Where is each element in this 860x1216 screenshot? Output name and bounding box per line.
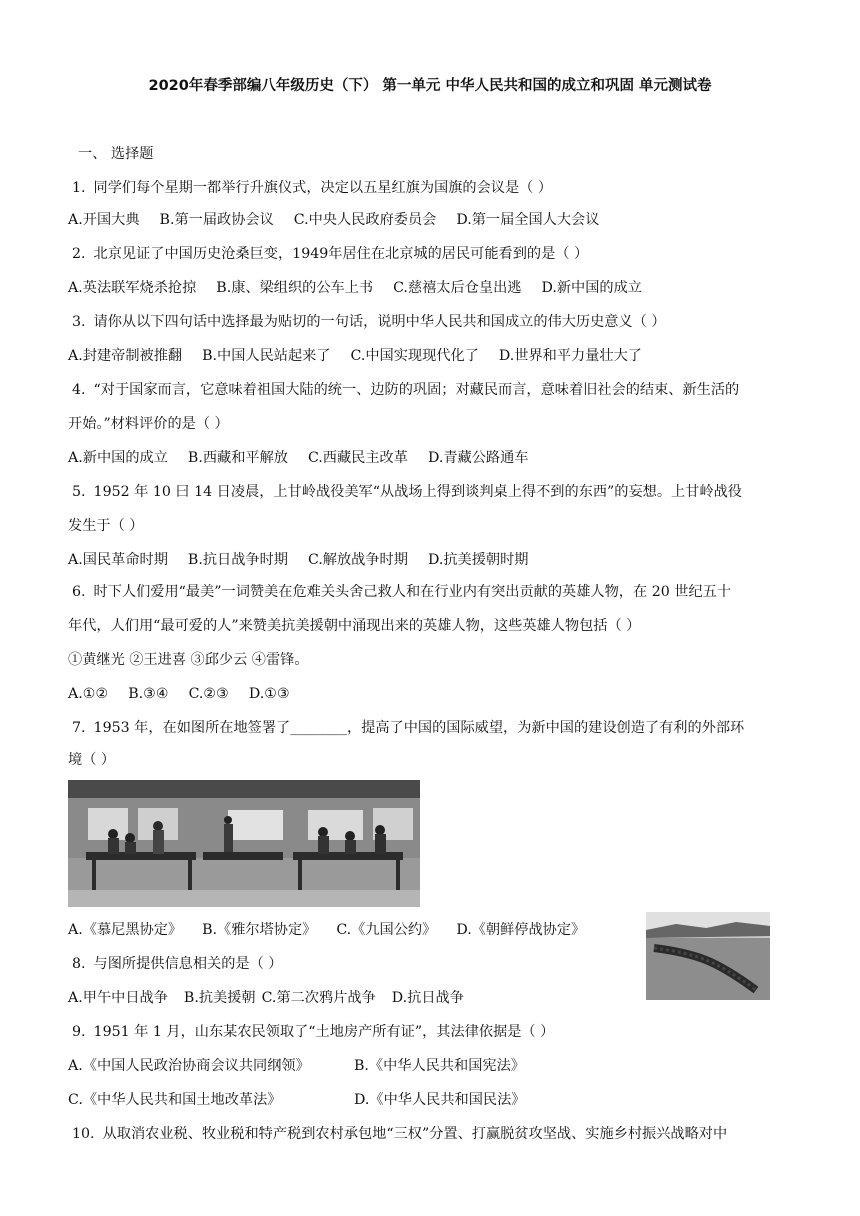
option-c: C.西藏民主改革 (307, 450, 408, 466)
question-9-options-row2 (68, 1090, 798, 1110)
option-b: B.抗美援朝 (183, 990, 256, 1006)
option-c: C.中国实现现代化了 (350, 348, 479, 364)
question-text: 1952 年 10 曰 14 日凌晨，上甘岭战役美军“从战场上得到谈判桌上得不到的东西”的妄想。上甘岭战役 (93, 484, 742, 500)
option-c: C.第二次鸦片战争 (261, 990, 376, 1006)
option-a: A.甲午中日战争 (68, 990, 168, 1006)
question-number: 6. (72, 584, 86, 600)
option-d: D.①③ (248, 686, 290, 702)
question-6-options (68, 684, 798, 704)
option-b: B.《雅尔塔协定》 (202, 922, 317, 938)
option-a: A.封建帝制被推翻 (68, 348, 183, 364)
question-text: “对于国家而言，它意味着祖国大陆的统一、边防的巩固；对藏民而言，意味着旧社会的结束、新生活的 (93, 382, 740, 398)
question-6-continuation: 年代，人们用“最可爱的人”来赞美抗美援朝中涌现出来的英雄人物，这些英雄人物包括（ ） (68, 618, 641, 634)
question-8 (72, 954, 802, 974)
question-text: 同学们每个星期一都举行升旗仪式，决定以五星红旗为国旗的会议是（ ） (93, 180, 553, 196)
option-d: D.新中国的成立 (541, 280, 642, 296)
question-number: 1. (72, 180, 86, 196)
option-a: A.开国大典 (68, 212, 140, 228)
option-b: B.《中华人民共和国宪法》 (354, 1058, 525, 1074)
option-b: B.第一届政协会议 (159, 212, 274, 228)
question-3 (72, 312, 802, 332)
option-d: D.第一届全国人大会议 (456, 212, 600, 228)
question-2 (72, 244, 802, 264)
question-number: 2. (72, 246, 86, 262)
option-b: B.康、梁组织的公车上书 (216, 280, 374, 296)
section-heading: 一、 选择题 (78, 146, 154, 162)
option-d: D.《朝鲜停战协定》 (456, 922, 586, 938)
question-number: 3. (72, 314, 86, 330)
question-number: 4. (72, 382, 86, 398)
question-text: 从取消农业税、牧业税和特产税到农村承包地“三权”分置、打赢脱贫攻坚战、实施乡村振兴战略对中 (102, 1126, 728, 1142)
option-a: A.新中国的成立 (68, 450, 168, 466)
option-c: C.慈禧太后仓皇出逃 (393, 280, 522, 296)
question-5 (72, 482, 802, 502)
question-4-continuation: 开始。”材料评价的是（ ） (68, 416, 229, 432)
option-d: D.抗美援朝时期 (427, 552, 529, 568)
option-b: B.抗日战争时期 (187, 552, 288, 568)
question-9 (72, 1022, 802, 1042)
question-4 (72, 380, 802, 400)
armistice-signing-photo (68, 780, 420, 907)
option-b: B.③④ (128, 686, 169, 702)
option-b: B.中国人民站起来了 (202, 348, 331, 364)
option-c: C.《九国公约》 (336, 922, 437, 938)
question-6 (72, 582, 802, 602)
question-1 (72, 178, 802, 198)
question-number: 10. (72, 1126, 95, 1142)
question-text: 北京见证了中国历史沧桑巨变，1949年居住在北京城的居民可能看到的是（ ） (93, 246, 589, 262)
option-b: B.西藏和平解放 (187, 450, 288, 466)
option-a: A.国民革命时期 (68, 552, 168, 568)
question-number: 9. (72, 1024, 86, 1040)
option-c: C.②③ (188, 686, 229, 702)
option-c: C.解放战争时期 (307, 552, 408, 568)
question-6-items: ①黄继光 ②王进喜 ③邱少云 ④雷锋。 (68, 652, 309, 668)
option-c: C.《中华人民共和国土地改革法》 (68, 1092, 282, 1108)
option-c: C.中央人民政府委员会 (293, 212, 437, 228)
option-a: A.①② (68, 686, 109, 702)
question-text: 请你从以下四句话中选择最为贴切的一句话，说明中华人民共和国成立的伟大历史意义（ ） (93, 314, 666, 330)
question-7 (72, 718, 802, 738)
document-title: 2020年春季部编八年级历史（下） 第一单元 中华人民共和国的成立和巩固 单元测试卷 (148, 78, 712, 94)
question-8-options (68, 988, 798, 1008)
question-9-options-row1 (68, 1056, 798, 1076)
question-7-continuation: 境（ ） (68, 752, 116, 768)
question-3-options (68, 346, 798, 366)
question-1-options (68, 210, 798, 230)
option-d: D.世界和平力量壮大了 (498, 348, 642, 364)
question-text: 与图所提供信息相关的是（ ） (93, 956, 283, 972)
option-a: A.《中国人民政治协商会议共同纲领》 (68, 1058, 310, 1074)
question-number: 8. (72, 956, 86, 972)
question-number: 7. (72, 720, 86, 736)
question-text: 1951 年 1 月，山东某农民领取了“土地房产所有证”，其法律依据是（ ） (93, 1024, 555, 1040)
option-d: D.青藏公路通车 (427, 450, 529, 466)
question-4-options (68, 448, 798, 468)
option-d: D.抗日战争 (391, 990, 464, 1006)
option-a: A.《慕尼黑协定》 (68, 922, 183, 938)
question-5-options (68, 550, 798, 570)
question-text: 1953 年，在如图所在地签署了________，提高了中国的国际威望，为新中国的建设创造了有利的外部环 (93, 720, 745, 736)
question-text: 时下人们爱用“最美”一词赞美在危难关头舍己救人和在行业内有突出贡献的英雄人物，在 20 世纪五十 (93, 584, 732, 600)
option-a: A.英法联军烧杀抢掠 (68, 280, 197, 296)
question-5-continuation: 发生于（ ） (68, 518, 144, 534)
question-2-options (68, 278, 798, 298)
question-number: 5. (72, 484, 86, 500)
option-d: D.《中华人民共和国民法》 (354, 1092, 526, 1108)
question-10 (72, 1124, 802, 1144)
